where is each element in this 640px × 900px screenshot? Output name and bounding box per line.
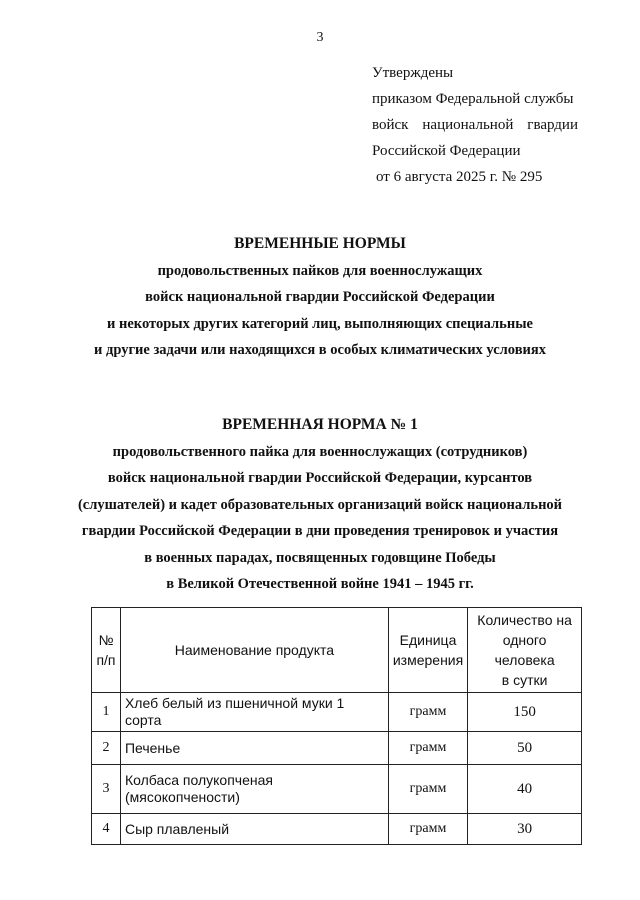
norm-1-heading — [0, 412, 640, 598]
row-unit: грамм — [388, 732, 467, 765]
row-num: 4 — [92, 814, 121, 845]
norms-subtitle-line: войск национальной гвардии Российской Федерации — [145, 289, 495, 305]
header-unit-line: измерения — [392, 652, 464, 668]
header-qty-line: Количество на — [477, 612, 572, 628]
row-unit: грамм — [388, 814, 467, 845]
norm-1-subtitle-line: гвардии Российской Федерации в дни проведения тренировок и участия — [81, 523, 559, 539]
norm-1-subtitle-line: войск национальной гвардии Российской Федерации, курсантов — [107, 470, 533, 486]
norms-subtitle-line: и некоторых других категорий лиц, выполняющих специальные — [107, 315, 533, 332]
header-unit-line: Единица — [399, 632, 457, 648]
row-product-name — [120, 765, 388, 814]
row-unit: грамм — [388, 765, 467, 814]
row-quantity: 40 — [468, 765, 582, 814]
norm-1-title: ВРЕМЕННАЯ НОРМА № 1 — [222, 416, 418, 433]
approval-line-2: приказом Федеральной службы — [372, 91, 574, 107]
header-unit — [388, 608, 467, 693]
header-qty-line: в сутки — [501, 672, 548, 688]
approval-line-1: Утверждены — [372, 65, 454, 81]
table-row — [92, 814, 582, 845]
header-num — [92, 608, 121, 693]
row-quantity: 50 — [468, 732, 582, 765]
row-product-name-line: Колбаса полукопченая — [124, 772, 273, 788]
row-num: 2 — [92, 732, 121, 765]
header-product-name: Наименование продукта — [120, 608, 388, 693]
header-num-line: № — [98, 632, 114, 648]
row-quantity: 150 — [468, 693, 582, 732]
norm-1-subtitle-line: в Великой Отечественной войне 1941 – 1945 гг. — [166, 576, 474, 592]
norms-heading — [0, 231, 640, 364]
row-product-name-line: (мясокопчености) — [124, 789, 240, 805]
table-header-row — [92, 608, 582, 693]
page-number: 3 — [316, 30, 324, 45]
row-product-name: Печенье — [120, 732, 388, 765]
row-unit: грамм — [388, 693, 467, 732]
row-product-name: Сыр плавленый — [120, 814, 388, 845]
norms-subtitle-line: и другие задачи или находящихся в особых климатических условиях — [94, 342, 546, 358]
norm-1-subtitle-line: продовольственного пайка для военнослужащих (сотрудников) — [112, 443, 528, 460]
ration-table — [91, 607, 582, 845]
norm-1-subtitle-line: (слушателей) и кадет образовательных организаций войск национальной — [77, 496, 563, 513]
approval-word-3: гвардии — [527, 117, 578, 133]
approval-line-4: Российской Федерации — [372, 143, 521, 159]
table-row — [92, 765, 582, 814]
header-qty-line: одного человека — [494, 632, 555, 668]
row-num: 1 — [92, 693, 121, 732]
row-quantity: 30 — [468, 814, 582, 845]
norms-subtitle-line: продовольственных пайков для военнослужащих — [157, 262, 483, 279]
approval-line-3 — [372, 112, 578, 138]
approval-date: от 6 августа 2025 г. № 295 — [376, 169, 543, 185]
norm-1-subtitle-line: в военных парадах, посвященных годовщине Победы — [144, 549, 496, 566]
row-num: 3 — [92, 765, 121, 814]
header-num-line: п/п — [96, 652, 116, 668]
table-row — [92, 732, 582, 765]
row-product-name: Хлеб белый из пшеничной муки 1 сорта — [120, 693, 388, 732]
approval-word-1: войск — [372, 117, 409, 133]
header-quantity — [468, 608, 582, 693]
norms-title: ВРЕМЕННЫЕ НОРМЫ — [234, 235, 406, 252]
approval-stamp — [372, 60, 578, 190]
approval-word-2: национальной — [422, 117, 514, 133]
table-row — [92, 693, 582, 732]
